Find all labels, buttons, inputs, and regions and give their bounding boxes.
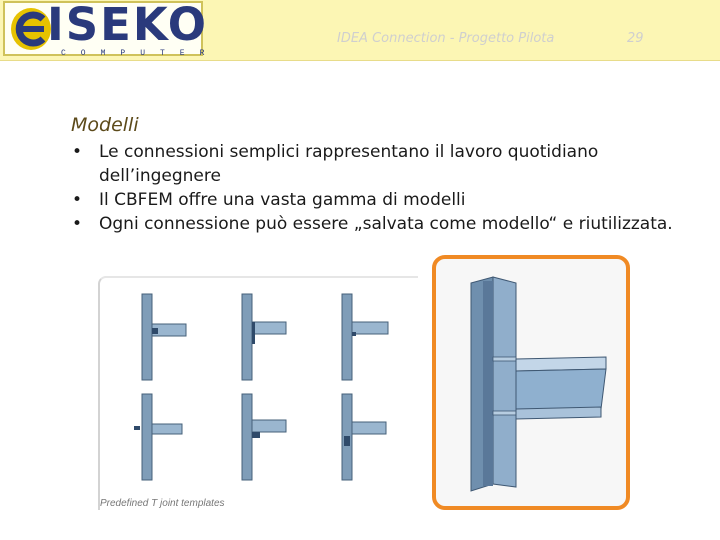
joint-template-2 <box>230 292 290 382</box>
logo-subtitle: COMPUTER <box>61 49 220 58</box>
joint-template-3 <box>330 292 390 382</box>
bullet-marker: • <box>72 142 83 162</box>
page-number: 29 <box>627 31 644 46</box>
slide-heading: Modelli <box>71 114 139 136</box>
joint-template-4 <box>130 392 190 482</box>
joint-template-5 <box>230 392 290 482</box>
header-title: IDEA Connection - Progetto Pilota <box>337 31 555 46</box>
bullet-text: Il CBFEM offre una vasta gamma di modelli <box>99 190 466 210</box>
beam-column-joint-illustration <box>436 259 626 506</box>
bullet-item <box>72 188 712 212</box>
bullet-item <box>72 140 712 188</box>
header-band <box>0 0 720 61</box>
bullet-marker: • <box>72 214 83 234</box>
bullet-item <box>72 212 712 236</box>
eiseko-logo <box>3 0 220 58</box>
logo-wordmark: ISEKO <box>47 0 208 51</box>
bullet-text: Le connessioni semplici rappresentano il lavoro quotidiano dell’ingegnere <box>99 142 599 186</box>
joint-template-1 <box>130 292 190 382</box>
joint-detail-frame <box>432 255 630 510</box>
bullet-text: Ogni connessione può essere „salvata come modello“ e riutilizzata. <box>99 214 673 234</box>
templates-caption: Predefined T joint templates <box>100 498 225 509</box>
bullet-marker: • <box>72 190 83 210</box>
bullet-list <box>72 140 712 236</box>
joint-template-6 <box>330 392 390 482</box>
joint-templates-panel <box>98 276 418 510</box>
